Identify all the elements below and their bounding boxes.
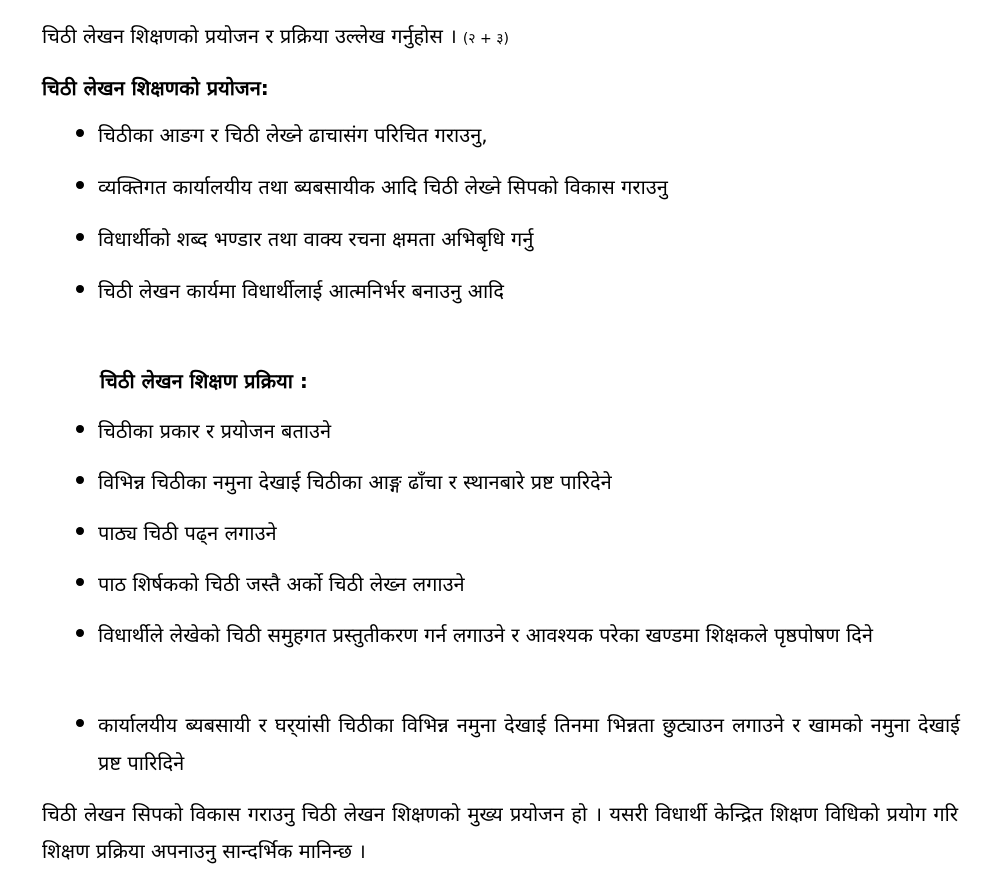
question-line <box>42 22 509 53</box>
bullet-icon <box>76 285 84 293</box>
list-item-text: चिठी लेखन कार्यमा विधार्थीलाई आत्मनिर्भर बनाउनु आदि <box>98 279 504 303</box>
question-marks: (२ + ३) <box>462 31 509 47</box>
bullet-icon <box>76 425 84 433</box>
list-item-text: व्यक्तिगत कार्यालयीय तथा ब्यबसायीक आदि चिठी लेख्ने सिपको विकास गराउनु <box>98 175 668 199</box>
bullet-icon <box>76 181 84 189</box>
bullet-icon <box>76 578 84 586</box>
question-text: चिठी लेखन शिक्षणको प्रयोजन र प्रक्रिया उल्लेख गर्नुहोस । <box>42 24 457 48</box>
list-item-text: पाठ्य चिठी पढ्न लगाउने <box>98 521 277 545</box>
list-item-text: पाठ शिर्षकको चिठी जस्तै अर्को चिठी लेख्न लगाउने <box>98 572 465 596</box>
list-item-text: विभिन्न चिठीका नमुना देखाई चिठीका आङ्ग ढाँचा र स्थानबारे प्रष्ट पारिदेने <box>98 470 612 494</box>
bullet-icon <box>76 629 84 637</box>
conclusion-paragraph: चिठी लेखन सिपको विकास गराउनु चिठी लेखन शिक्षणको मुख्य प्रयोजन हो । यसरी विधार्थी केन्द्रित शिक्षण विधिको प्रयोग गरि शिक्षण प्रक्रिया अपनाउनु सान्दर्भिक मानिन्छ । <box>42 802 958 863</box>
process-heading: चिठी लेखन शिक्षण प्रक्रिया : <box>100 369 308 393</box>
bullet-icon <box>76 527 84 535</box>
purpose-heading: चिठी लेखन शिक्षणको प्रयोजन: <box>42 76 269 100</box>
bullet-icon <box>76 719 84 727</box>
bullet-icon <box>76 476 84 484</box>
list-item-text: कार्यालयीय ब्यबसायी र घर्‌यांसी चिठीका विभिन्न नमुना देखाई तिनमा भिन्नता छुट्याउन लगाउने र खामको नमुना देखाई प्रष्ट पारिदिने <box>98 713 960 775</box>
bullet-icon <box>76 129 84 137</box>
list-item-text: विधार्थीको शब्द भण्डार तथा वाक्य रचना क्षमता अभिबृधि गर्नु <box>98 227 534 251</box>
list-item-text: चिठीका प्रकार र प्रयोजन बताउने <box>98 419 332 443</box>
list-item-text: विधार्थीले लेखेको चिठी समुहगत प्रस्तुतीकरण गर्न लगाउने र आवश्यक परेका खण्डमा शिक्षकले पृष्ठपोषण दिने <box>98 623 874 647</box>
bullet-icon <box>76 233 84 241</box>
list-item-text: चिठीका आङग र चिठी लेख्ने ढाचासंग परिचित गराउनु, <box>98 123 488 147</box>
